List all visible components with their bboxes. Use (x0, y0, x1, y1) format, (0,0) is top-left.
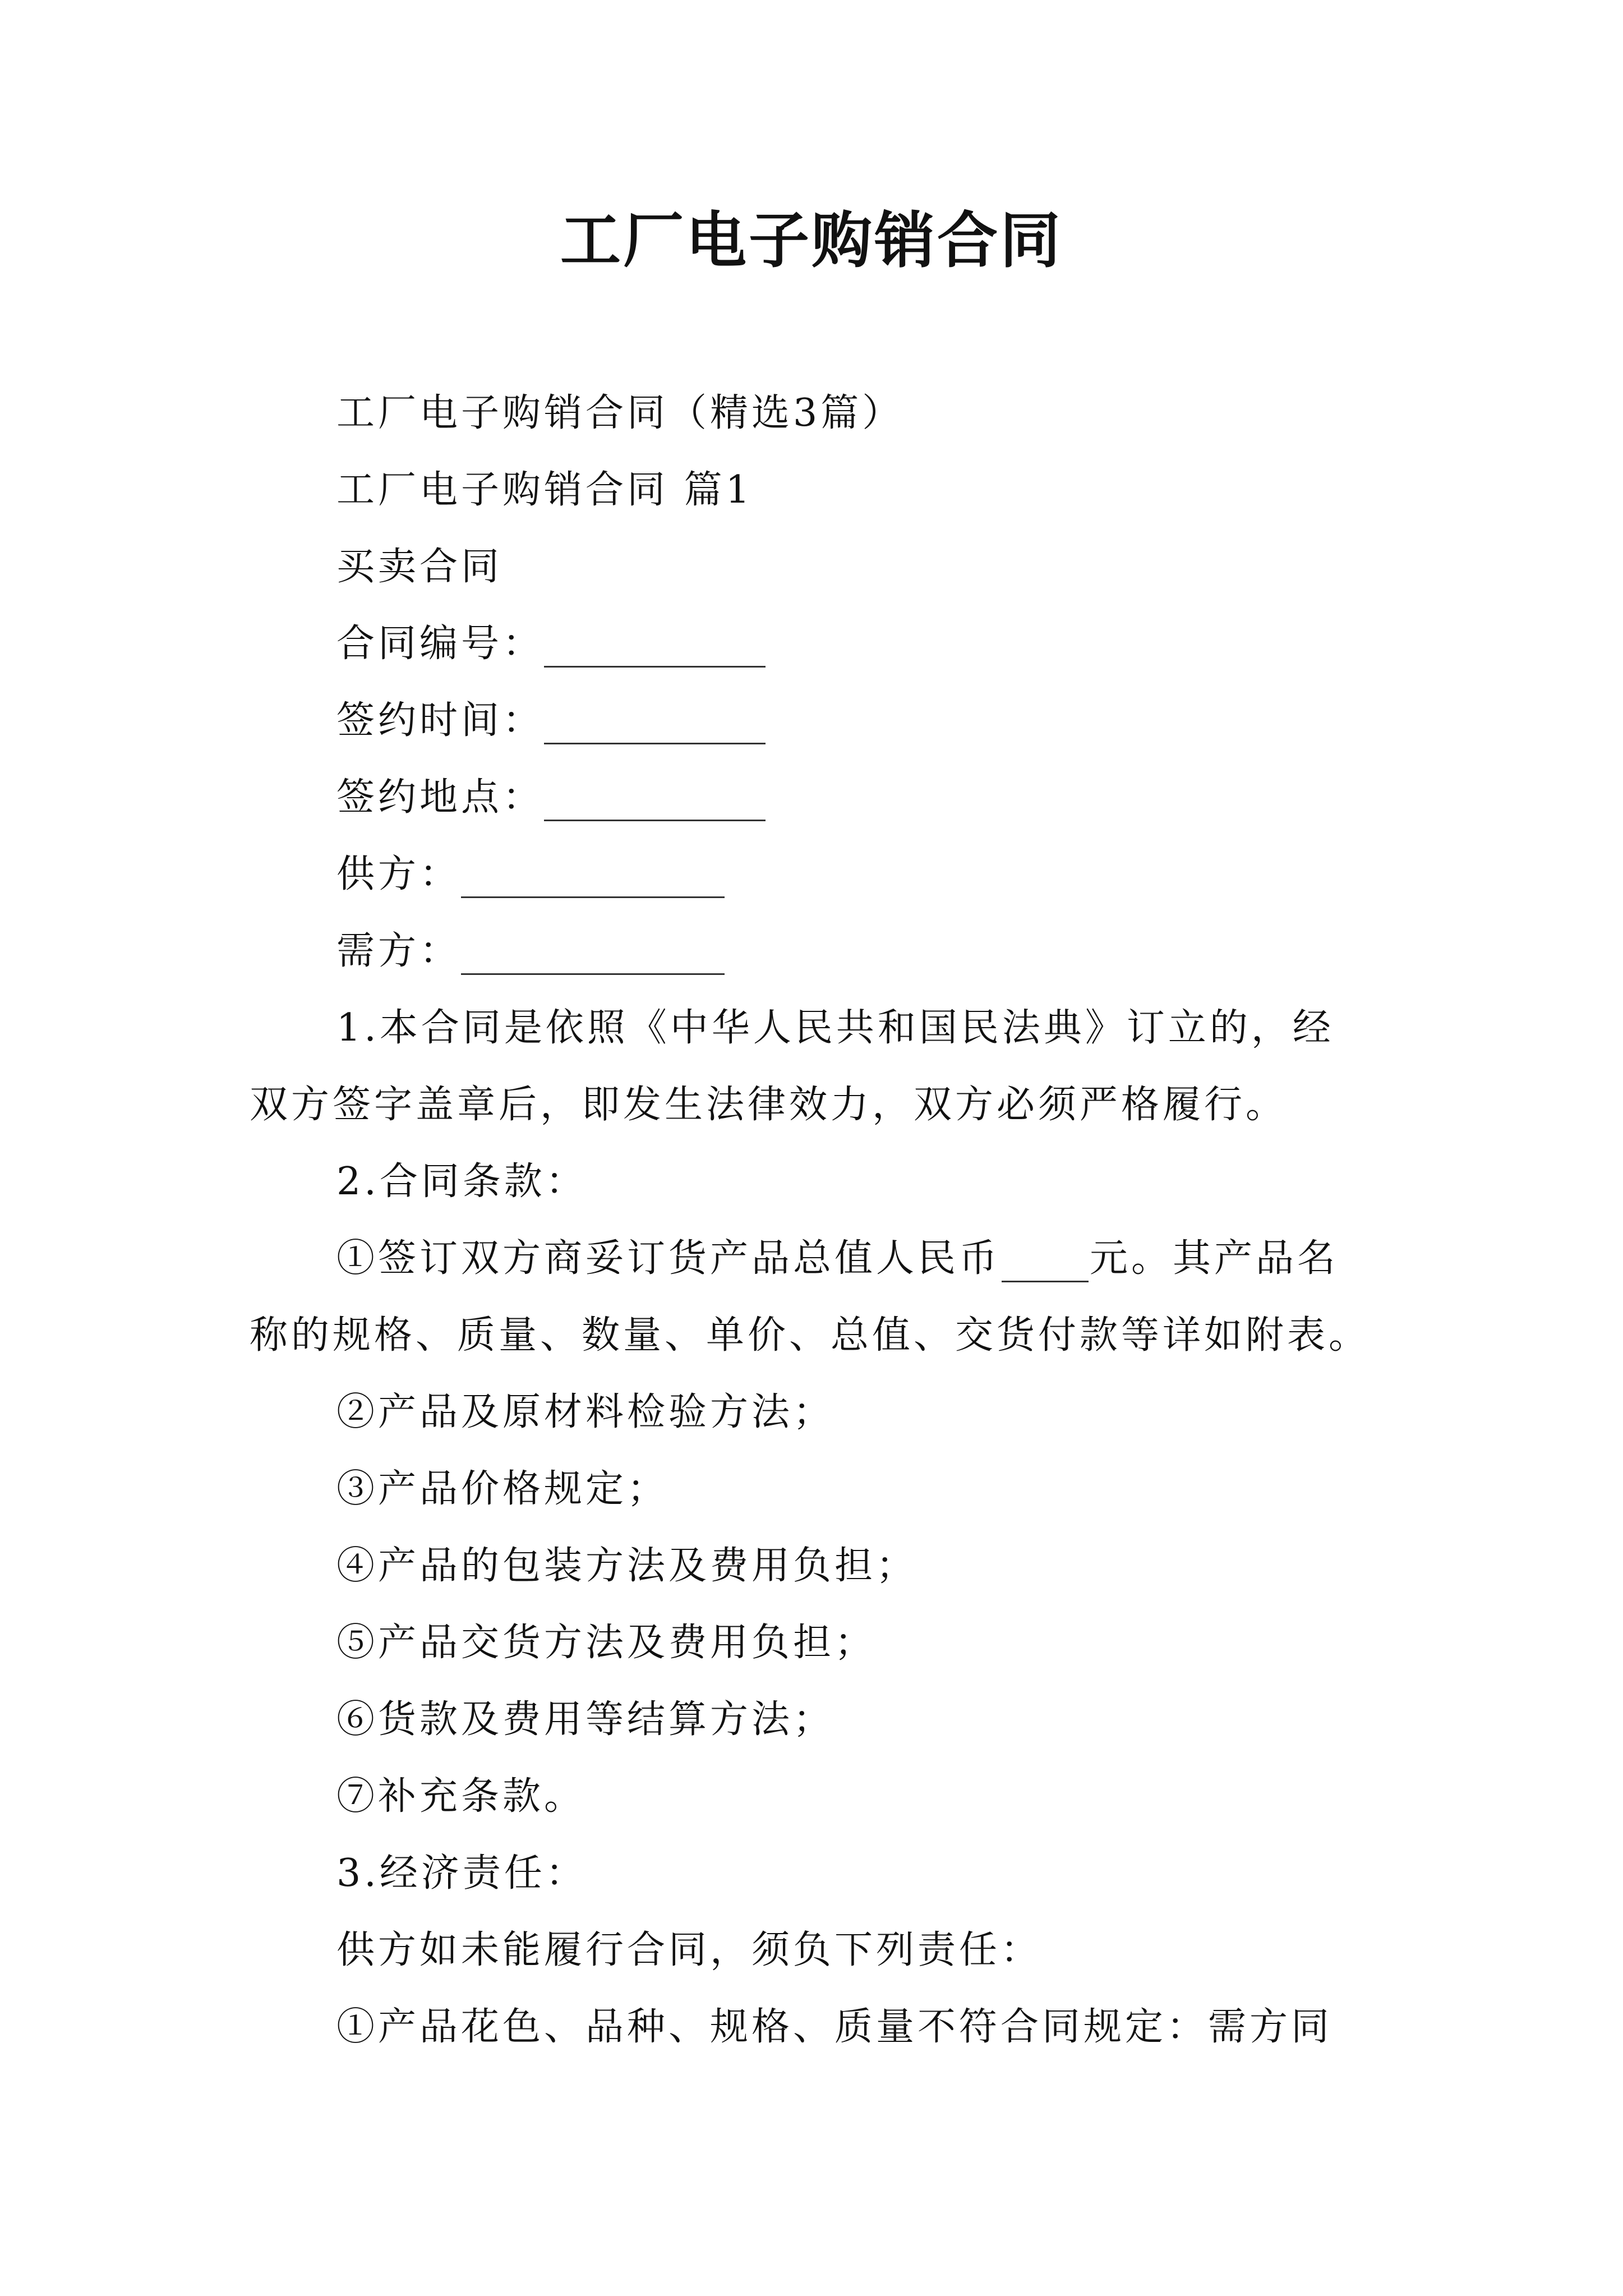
buyer-label: 需方： (336, 929, 462, 973)
contract-no-blank (544, 621, 766, 668)
clause3-intro: 供方如未能履行合同，须负下列责任： (336, 1928, 1043, 1972)
clause1-line2: 双方签字盖章后，即发生法律效力，双方必须严格履行。 (250, 1083, 1288, 1127)
part-heading: 工厂电子购销合同 篇1 (336, 468, 753, 512)
clause2-item1-line1 (250, 1220, 1377, 1297)
clause2-item5: ⑤产品交货方法及费用负担； (336, 1621, 877, 1665)
clause2-item2: ②产品及原材料检验方法； (336, 1390, 835, 1434)
sign-time-row (250, 682, 1377, 759)
clause2-item3: ③产品价格规定； (336, 1467, 669, 1511)
contract-no-label: 合同编号： (336, 622, 545, 666)
sign-time-blank (544, 698, 766, 744)
sign-place-label: 签约地点： (336, 775, 545, 820)
document-body (250, 375, 1377, 2065)
clause2-item4: ④产品的包装方法及费用负担； (336, 1544, 918, 1588)
clause1-line1: 1.本合同是依照《中华人民共和国民法典》订立的，经 (336, 1006, 1334, 1050)
clause3-item1: ①产品花色、品种、规格、质量不符合同规定：需方同 (336, 2005, 1333, 2049)
buyer-row (250, 913, 1377, 990)
clause2-item7: ⑦补充条款。 (336, 1774, 586, 1819)
supplier-blank (461, 852, 725, 898)
clause2-heading: 2.合同条款： (336, 1159, 587, 1204)
clause3-heading: 3.经济责任： (336, 1851, 587, 1895)
buyer-blank (461, 928, 725, 975)
subtitle: 工厂电子购销合同（精选3篇） (336, 391, 904, 435)
sign-place-row (250, 759, 1377, 836)
clause2-item6: ⑥货款及费用等结算方法； (336, 1697, 835, 1742)
price-blank (1002, 1236, 1089, 1282)
page-title: 工厂电子购销合同 (560, 206, 1063, 276)
sign-place-blank (544, 775, 766, 821)
clause2-item1-line2: 称的规格、质量、数量、单价、总值、交货付款等详如附表。 (250, 1313, 1371, 1358)
contract-no-row (250, 605, 1377, 682)
contract-type: 买卖合同 (336, 545, 503, 589)
supplier-label: 供方： (336, 852, 462, 896)
clause2-item1-prefix: ①签订双方商妥订货产品总值人民币 (336, 1236, 1001, 1281)
sign-time-label: 签约时间： (336, 698, 545, 743)
supplier-row (250, 836, 1377, 913)
clause2-item1-suffix: 元。其产品名 (1090, 1236, 1339, 1281)
